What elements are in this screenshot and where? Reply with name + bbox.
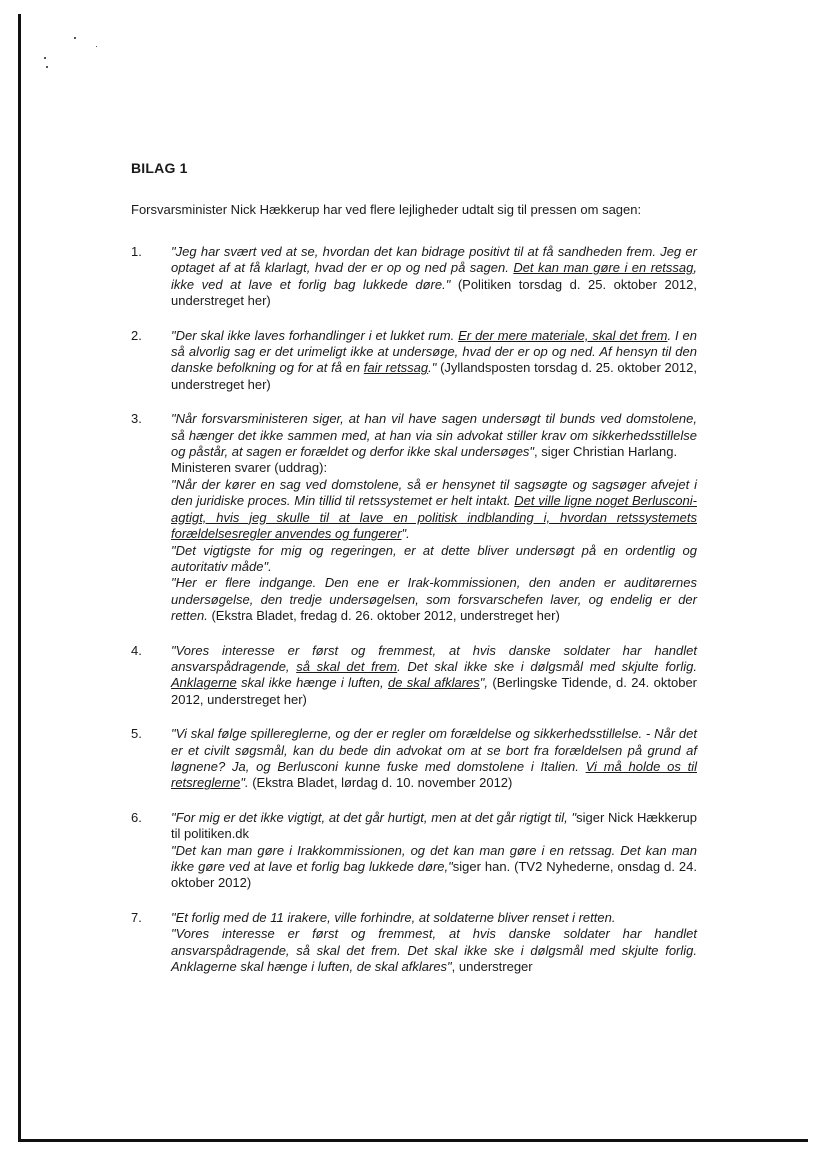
quote-number: 2. bbox=[131, 327, 142, 343]
underlined-quote-text: Anklagerne bbox=[171, 675, 237, 691]
quote-text: . Det skal ikke ske i dølgsmål med skjulte forlig. bbox=[397, 658, 697, 674]
underlined-quote-text: Det ville ligne noget Berlusconi-agtigt, hvis jeg skulle til at lave en politisk indblanding i, hvordan retssystemets forældelsesregler anvendes og fungerer bbox=[171, 493, 697, 542]
source-text: , siger Christian Harlang. bbox=[534, 444, 678, 460]
underlined-quote-text: så skal det frem bbox=[296, 658, 398, 674]
underlined-quote-text: fair retssag bbox=[363, 360, 429, 376]
scan-speck bbox=[96, 46, 97, 47]
underlined-quote-text: Vi må holde os til retsreglerne bbox=[171, 758, 697, 791]
quote-text: "Der skal ikke laves forhandlinger i et lukket rum. bbox=[171, 327, 459, 343]
quote-text: . I en så alvorlig sag er det urimeligt ikke at undersøge, hvad der er op og ned. Af hensyn til den danske befolkning og for at få en bbox=[171, 327, 697, 376]
quote-list bbox=[131, 244, 697, 975]
scan-speck bbox=[46, 66, 48, 68]
quote-number: 4. bbox=[131, 642, 142, 658]
quote-item bbox=[131, 910, 697, 976]
source-text: Ministeren svarer (uddrag): bbox=[171, 460, 328, 476]
quote-text: ." bbox=[428, 360, 437, 376]
quote-text: ". bbox=[240, 775, 249, 791]
scan-speck bbox=[74, 37, 76, 39]
quote-number: 6. bbox=[131, 809, 142, 825]
scan-edge-left bbox=[18, 14, 21, 1142]
source-text: (Ekstra Bladet, fredag d. 26. oktober 2012, understreget her) bbox=[207, 608, 560, 624]
document-page bbox=[131, 160, 697, 993]
source-text: (Jyllandsposten torsdag d. 25. oktober 2012, understreget her) bbox=[171, 360, 697, 392]
quote-text: "Her er flere indgange. Den ene er Irak-kommissionen, den anden er auditørernes undersøgelse, den tredje undersøgelsen, som forsvarschefen laver, og endelig er der retten. bbox=[171, 575, 697, 624]
source-text: (Politiken torsdag d. 25. oktober 2012, understreget her) bbox=[171, 276, 697, 309]
source-text: siger Nick Hækkerup til politiken.dk bbox=[171, 809, 697, 842]
quote-item bbox=[131, 643, 697, 709]
quote-text: "For mig er det ikke vigtigt, at det går hurtigt, men at det går rigtigt til, " bbox=[171, 809, 577, 825]
quote-number: 3. bbox=[131, 411, 142, 427]
source-text: (Ekstra Bladet, lørdag d. 10. november 2012) bbox=[248, 775, 513, 791]
quote-text: "Et forlig med de 11 irakere, ville forhindre, at soldaterne bliver renset i retten. bbox=[171, 909, 616, 925]
quote-text: "Det kan man gøre i Irakkommissionen, og det kan man gøre i en retssag. Det kan man ikke gøre ved at lave et forlig bag lukkede døre," bbox=[171, 842, 697, 874]
underlined-quote-text: Er der mere materiale, skal det frem bbox=[458, 327, 668, 343]
quote-item bbox=[131, 810, 697, 892]
document-heading: BILAG 1 bbox=[131, 160, 188, 176]
quote-text: ". bbox=[401, 526, 410, 542]
quote-number: 5. bbox=[131, 726, 142, 742]
quote-item bbox=[131, 328, 697, 394]
scan-speck bbox=[44, 57, 46, 59]
quote-text: skal ikke hænge i luften, bbox=[236, 675, 388, 691]
quote-text: "Jeg har svært ved at se, hvordan det kan bidrage positivt til at få sandheden frem. Jeg er optaget af at få klarlagt, hvad der er op og ned på sagen. bbox=[171, 244, 697, 276]
quote-item bbox=[131, 411, 697, 624]
source-text: (Berlingske Tidende, d. 24. oktober 2012, understreget her) bbox=[171, 675, 698, 707]
quote-text: ", bbox=[479, 675, 489, 691]
underlined-quote-text: Det kan man gøre i en retssag bbox=[513, 260, 694, 276]
quote-item bbox=[131, 726, 697, 792]
quote-item bbox=[131, 244, 697, 310]
source-text: , understreger bbox=[451, 959, 533, 975]
quote-text: "Vi skal følge spillereglerne, og der er regler om forældelse og sikkerhedsstillelse. - Når det er et civilt søgsmål, kan du bede din advokat om at se bort fra forældelsen på grund af løgnene? Ja, og Berlusconi kunne fuske med domstolene i Italien. bbox=[171, 726, 697, 774]
quote-text: "Når der kører en sag ved domstolene, så er hensynet til sagsøgte og sagsøger afvejet i den juridiske proces. Min tillid til retssystemet er helt intakt. bbox=[171, 476, 697, 509]
quote-text: "Vores interesse er først og fremmest, at hvis danske soldater har handlet ansvarspådragende, bbox=[171, 642, 697, 674]
underlined-quote-text: de skal afklares bbox=[387, 675, 480, 691]
intro-paragraph: Forsvarsminister Nick Hækkerup har ved flere lejligheder udtalt sig til pressen om sagen: bbox=[131, 202, 642, 217]
quote-text: "Det vigtigste for mig og regeringen, er at dette bliver undersøgt på en ordentlig og autoritativ måde". bbox=[171, 542, 697, 574]
source-text: siger han. (TV2 Nyhederne, onsdag d. 24. oktober 2012) bbox=[171, 859, 697, 891]
quote-number: 7. bbox=[131, 909, 142, 925]
quote-text: "Når forsvarsministeren siger, at han vil have sagen undersøgt til bunds ved domstolene, så hænger det ikke sammen med, at han via sin advokat stiller krav om sikkerhedsstillelse og påstår, at sagen er forældet og derfor ikke skal undersøges" bbox=[171, 411, 697, 460]
quote-number: 1. bbox=[131, 244, 142, 259]
quote-text: , ikke ved at lave et forlig bag lukkede døre." bbox=[171, 260, 698, 292]
scan-edge-bottom bbox=[18, 1139, 808, 1142]
quote-text: "Vores interesse er først og fremmest, at hvis danske soldater har handlet ansvarspådragende, så skal det frem. Det skal ikke ske i dølgsmål med skjulte forlig. Anklagerne skal hænge i luften, de skal afklares" bbox=[171, 926, 697, 975]
